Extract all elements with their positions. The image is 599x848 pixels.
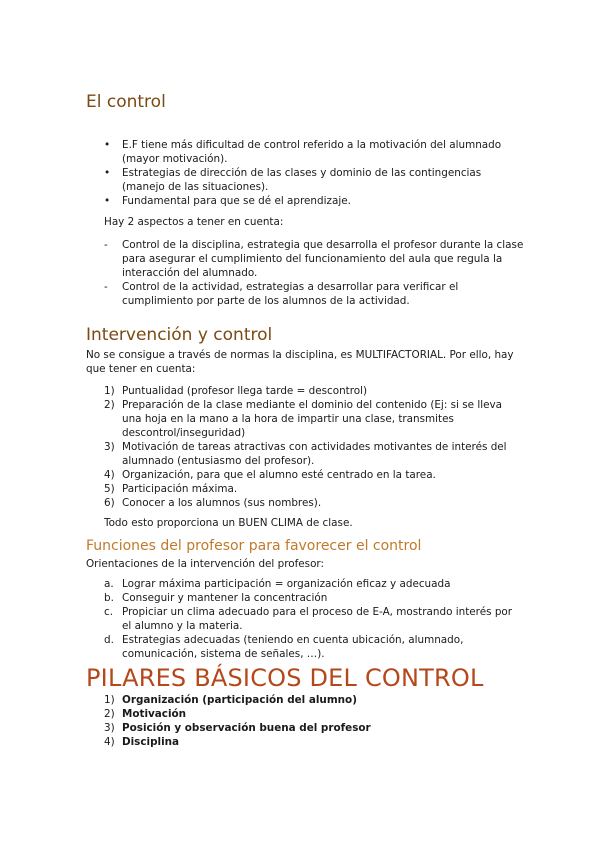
dash-marker: -: [104, 281, 108, 293]
funciones-lettered-list: [104, 577, 524, 661]
list-item: 5) Participación máxima.: [104, 483, 238, 495]
list-item: 1) Organización (participación del alumno): [104, 694, 357, 706]
aspects-dash-list: [104, 238, 524, 308]
section-title-intervencion: Intervención y control: [86, 325, 273, 345]
bullet-icon: •: [104, 139, 111, 151]
funciones-intro: Orientaciones de la intervención del profesor:: [86, 558, 325, 570]
list-item: • Estrategias de dirección de las clases y dominio de las contingencias (manejo de las situaciones).: [104, 167, 482, 193]
list-item: - Control de la actividad, estrategias a desarrollar para verificar el cumplimiento por parte de los alumnos de la actividad.: [104, 281, 459, 307]
list-item: 6) Conocer a los alumnos (sus nombres).: [104, 497, 322, 509]
list-item: • E.F tiene más dificultad de control referido a la motivación del alumnado (mayor motivación).: [104, 139, 502, 165]
list-item: - Control de la disciplina, estrategia que desarrolla el profesor durante la clase para asegurar el cumplimiento del funcionamiento del aula que regula la interacción del alumnado.: [104, 239, 524, 279]
pilares-numbered-list: [104, 693, 524, 749]
aspects-intro: Hay 2 aspectos a tener en cuenta:: [104, 216, 284, 228]
bullet-icon: •: [104, 167, 111, 179]
list-item: 4) Disciplina: [104, 736, 180, 748]
list-item: a. Lograr máxima participación = organización eficaz y adecuada: [104, 578, 451, 590]
section-title-el-control: El control: [86, 92, 166, 112]
list-item: 3) Motivación de tareas atractivas con actividades motivantes de interés del alumnado (entusiasmo del profesor).: [104, 441, 507, 467]
section-title-funciones: Funciones del profesor para favorecer el control: [86, 538, 422, 554]
list-item: 4) Organización, para que el alumno esté centrado en la tarea.: [104, 469, 436, 481]
intervention-closing: Todo esto proporciona un BUEN CLIMA de clase.: [104, 517, 353, 529]
control-bullet-list: [104, 138, 524, 208]
list-item: b. Conseguir y mantener la concentración: [104, 592, 328, 604]
section-title-pilares: PILARES BÁSICOS DEL CONTROL: [86, 664, 484, 692]
dash-marker: -: [104, 239, 108, 251]
list-item: 1) Puntualidad (profesor llega tarde = descontrol): [104, 385, 368, 397]
list-item: d. Estrategias adecuadas (teniendo en cuenta ubicación, alumnado, comunicación, sistema de señales, …).: [104, 634, 464, 660]
list-item: 2) Motivación: [104, 708, 187, 720]
list-item: • Fundamental para que se dé el aprendizaje.: [104, 195, 351, 207]
intervention-intro: No se consigue a través de normas la disciplina, es MULTIFACTORIAL. Por ello, hay que tener en cuenta:: [86, 349, 514, 375]
list-item: 3) Posición y observación buena del profesor: [104, 722, 371, 734]
list-item: c. Propiciar un clima adecuado para el proceso de E-A, mostrando interés por el alumno y la materia.: [104, 606, 513, 632]
list-item: 2) Preparación de la clase mediante el dominio del contenido (Ej: si se lleva una hoja en la mano a la hora de impartir una clase, transmites descontrol/inseguridad): [104, 399, 503, 439]
bullet-icon: •: [104, 195, 111, 207]
intervention-numbered-list: [104, 384, 524, 510]
